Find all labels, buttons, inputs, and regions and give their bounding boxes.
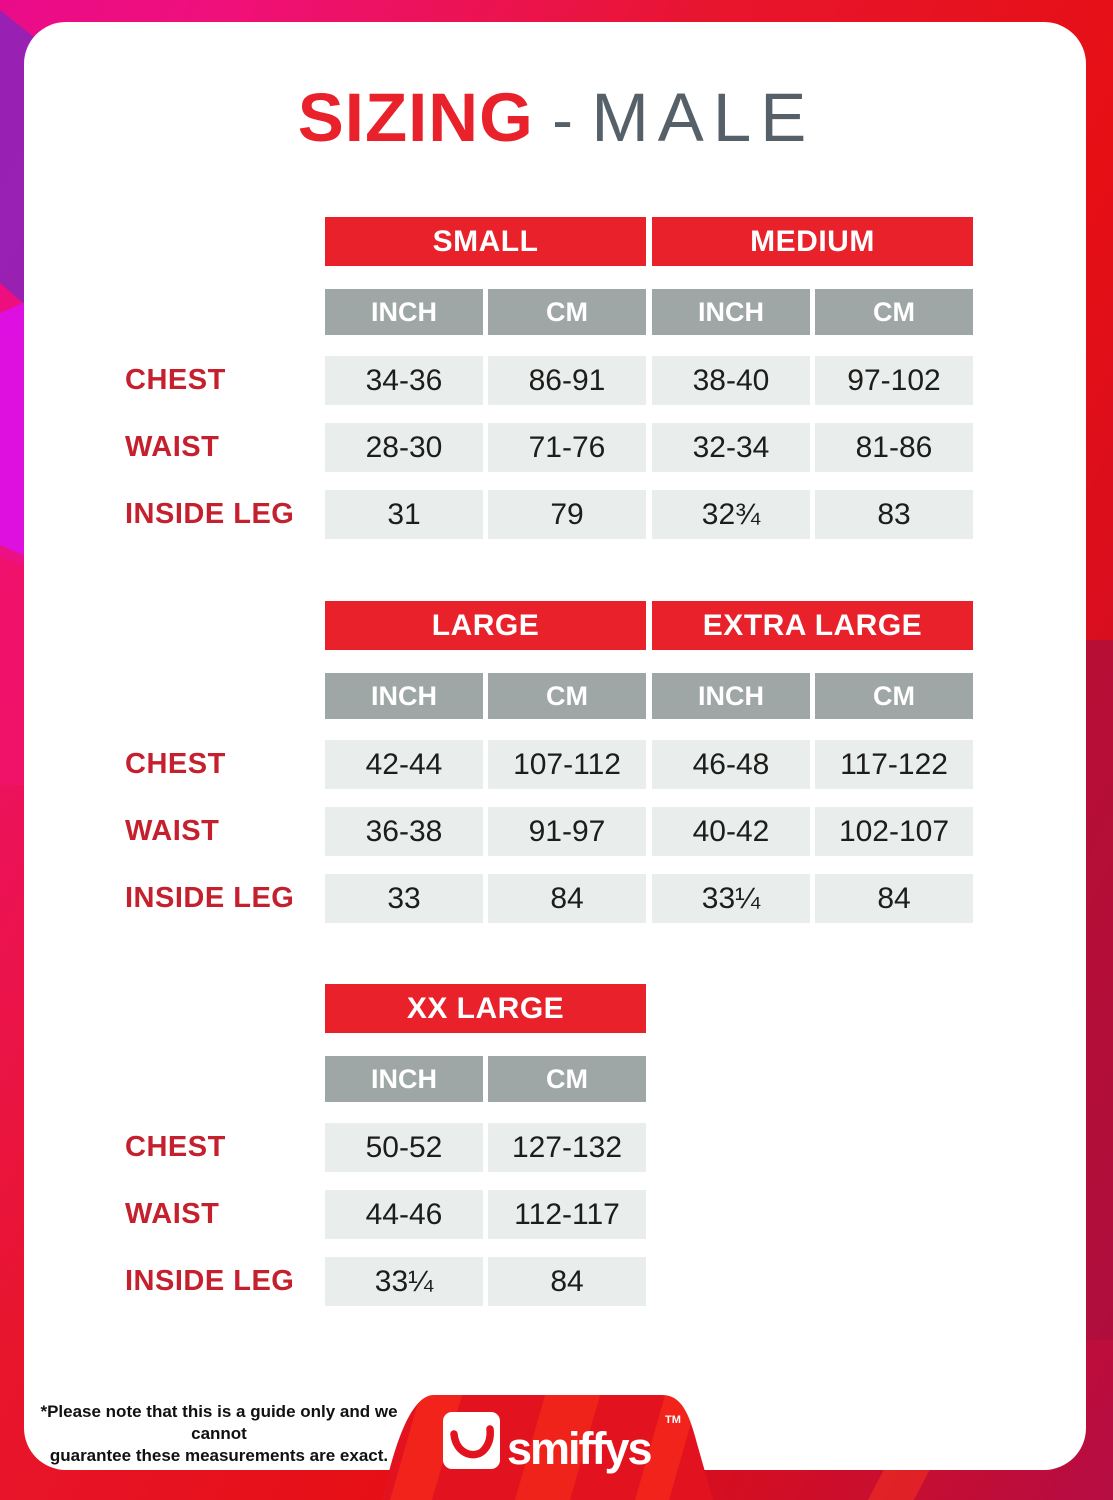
measure-cell: 42-44 <box>325 740 483 789</box>
measure-row-chest <box>125 740 973 789</box>
value-group <box>652 490 973 539</box>
row-label: INSIDE LEG <box>125 882 295 914</box>
title-sizing: SIZING <box>297 79 534 156</box>
measure-row-chest <box>125 356 973 405</box>
value-group <box>325 1190 646 1239</box>
row-label: WAIST <box>125 431 220 463</box>
measure-cell: 34-36 <box>325 356 483 405</box>
label-spacer <box>125 601 319 650</box>
row-label: INSIDE LEG <box>125 498 295 530</box>
unit-header-cm: CM <box>488 289 646 335</box>
value-group <box>325 807 646 856</box>
measure-row-chest <box>125 1123 646 1172</box>
unit-header-row <box>125 1056 646 1102</box>
unit-header-cm: CM <box>488 673 646 719</box>
label-spacer <box>125 1056 319 1102</box>
row-label: CHEST <box>125 1131 226 1163</box>
unit-group <box>325 673 646 719</box>
value-group <box>652 807 973 856</box>
page-title <box>0 78 1113 157</box>
label-spacer <box>125 673 319 719</box>
measure-cell: 91-97 <box>488 807 646 856</box>
unit-header-inch: INCH <box>652 289 810 335</box>
label-spacer <box>125 984 319 1033</box>
measure-cell: 112-117 <box>488 1190 646 1239</box>
value-group <box>325 1257 646 1306</box>
size-table-large-extra-large <box>125 601 973 941</box>
measure-cell: 33¼ <box>325 1257 483 1306</box>
unit-header-inch: INCH <box>325 1056 483 1102</box>
value-group <box>325 740 646 789</box>
measure-cell: 79 <box>488 490 646 539</box>
measure-cell: 84 <box>815 874 973 923</box>
title-dash: - <box>552 86 573 155</box>
measure-cell: 81-86 <box>815 423 973 472</box>
unit-header-inch: INCH <box>652 673 810 719</box>
value-group <box>652 874 973 923</box>
disclaimer-line-1: *Please note that this is a guide only and we cannot <box>40 1402 398 1443</box>
unit-group <box>652 289 973 335</box>
unit-header-cm: CM <box>815 673 973 719</box>
unit-header-inch: INCH <box>325 289 483 335</box>
brand-wordmark: smiffys <box>507 1423 651 1474</box>
value-group <box>325 356 646 405</box>
measure-cell: 40-42 <box>652 807 810 856</box>
measure-cell: 33¼ <box>652 874 810 923</box>
unit-header-inch: INCH <box>325 673 483 719</box>
measure-cell: 33 <box>325 874 483 923</box>
measure-cell: 84 <box>488 1257 646 1306</box>
unit-header-cm: CM <box>815 289 973 335</box>
label-spacer <box>125 289 319 335</box>
unit-header-cm: CM <box>488 1056 646 1102</box>
measure-cell: 117-122 <box>815 740 973 789</box>
measure-cell: 83 <box>815 490 973 539</box>
size-header-xx-large: XX LARGE <box>325 984 646 1033</box>
measure-row-waist <box>125 423 973 472</box>
row-label: INSIDE LEG <box>125 1265 295 1297</box>
unit-group <box>325 1056 646 1102</box>
measure-cell: 97-102 <box>815 356 973 405</box>
value-group <box>652 740 973 789</box>
measure-cell: 44-46 <box>325 1190 483 1239</box>
title-male: MALE <box>591 79 816 156</box>
measure-cell: 107-112 <box>488 740 646 789</box>
row-label: WAIST <box>125 815 220 847</box>
measure-row-inside-leg <box>125 490 973 539</box>
measure-cell: 28-30 <box>325 423 483 472</box>
measure-row-inside-leg <box>125 874 973 923</box>
row-label: CHEST <box>125 748 226 780</box>
value-group <box>325 874 646 923</box>
measure-row-waist <box>125 1190 646 1239</box>
unit-group <box>652 673 973 719</box>
measure-cell: 50-52 <box>325 1123 483 1172</box>
disclaimer-line-2: guarantee these measurements are exact. <box>49 1446 389 1465</box>
unit-group <box>325 289 646 335</box>
measure-row-waist <box>125 807 973 856</box>
disclaimer-note <box>36 1401 402 1467</box>
size-table-small-medium <box>125 217 973 557</box>
measure-cell: 32-34 <box>652 423 810 472</box>
unit-header-row <box>125 673 973 719</box>
value-group <box>325 1123 646 1172</box>
size-header-row <box>125 984 646 1033</box>
size-header-row <box>125 601 973 650</box>
size-header-medium: MEDIUM <box>652 217 973 266</box>
measure-cell: 86-91 <box>488 356 646 405</box>
row-label: CHEST <box>125 364 226 396</box>
value-group <box>325 423 646 472</box>
size-table-xx-large <box>125 984 646 1324</box>
trademark-symbol: TM <box>665 1414 681 1426</box>
brand-tab <box>368 1385 728 1500</box>
measure-cell: 31 <box>325 490 483 539</box>
measure-cell: 127-132 <box>488 1123 646 1172</box>
label-spacer <box>125 217 319 266</box>
unit-header-row <box>125 289 973 335</box>
measure-cell: 36-38 <box>325 807 483 856</box>
value-group <box>325 490 646 539</box>
measure-cell: 84 <box>488 874 646 923</box>
measure-cell: 38-40 <box>652 356 810 405</box>
measure-cell: 32¾ <box>652 490 810 539</box>
size-header-extra-large: EXTRA LARGE <box>652 601 973 650</box>
measure-cell: 102-107 <box>815 807 973 856</box>
row-label: WAIST <box>125 1198 220 1230</box>
measure-cell: 46-48 <box>652 740 810 789</box>
value-group <box>652 423 973 472</box>
measure-row-inside-leg <box>125 1257 646 1306</box>
size-header-row <box>125 217 973 266</box>
size-header-large: LARGE <box>325 601 646 650</box>
value-group <box>652 356 973 405</box>
size-header-small: SMALL <box>325 217 646 266</box>
measure-cell: 71-76 <box>488 423 646 472</box>
